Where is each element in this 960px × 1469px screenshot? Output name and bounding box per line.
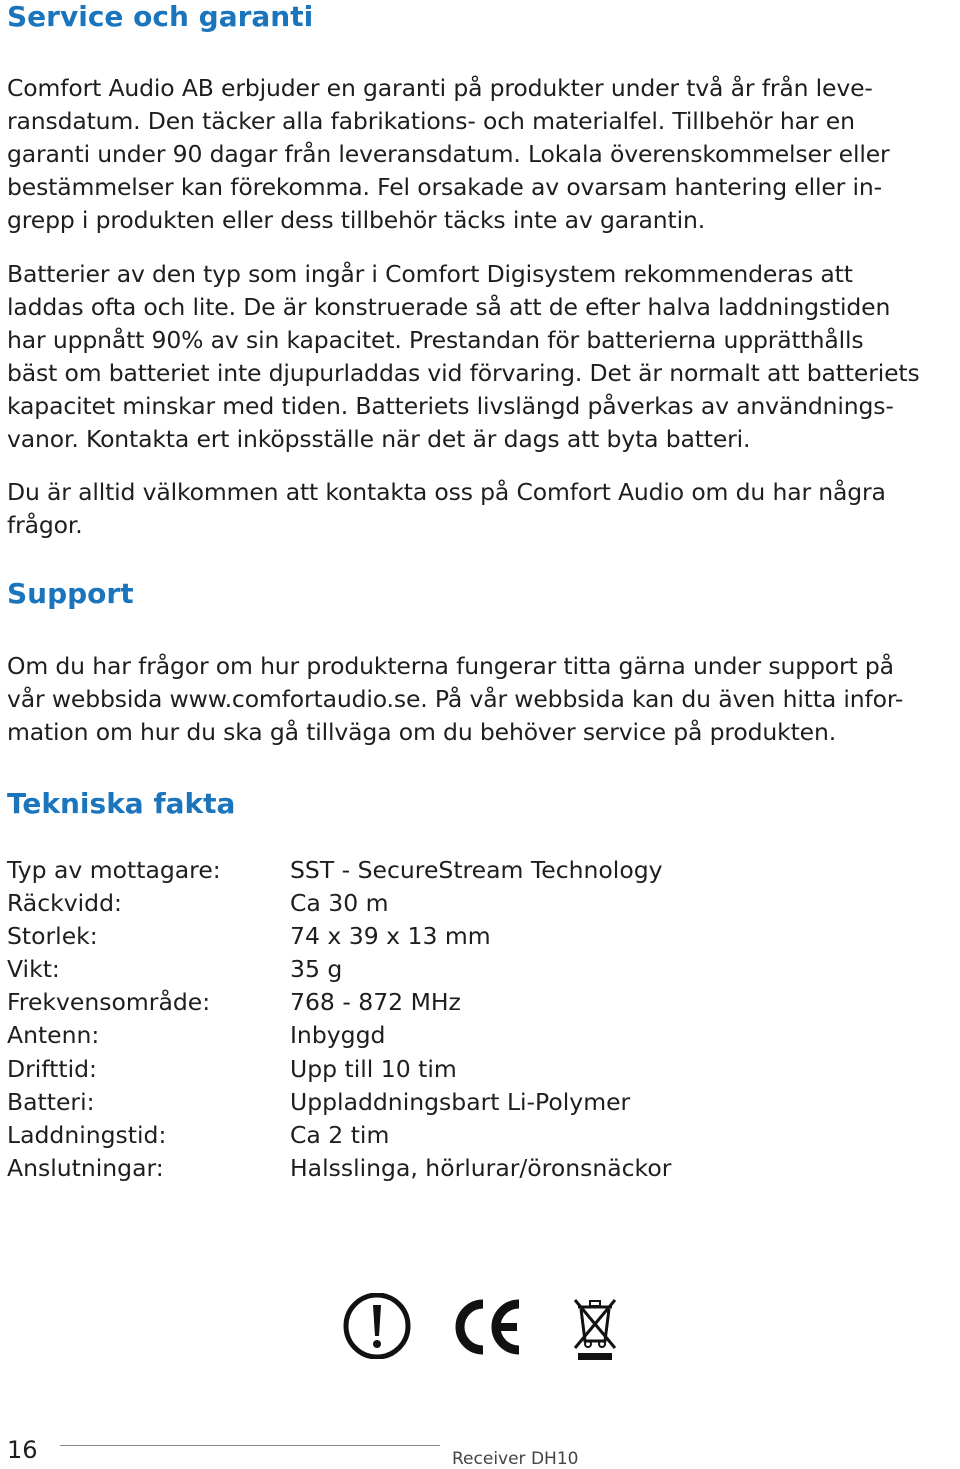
text-line: grepp i produkten eller dess tillbehör täcks inte av garantin. [7, 206, 706, 235]
spec-label: Typ av mottagare: [7, 856, 221, 884]
paragraph-warranty [7, 72, 957, 237]
spec-value: 35 g [290, 955, 343, 984]
spec-label: Batteri: [7, 1087, 95, 1116]
compliance-symbols [340, 1293, 630, 1363]
spec-value: Halsslinga, hörlurar/öronsnäckor [290, 1153, 672, 1182]
spec-row [7, 953, 907, 986]
spec-label: Drifttid: [7, 1054, 97, 1083]
text-line: Batterier av den typ som ingår i Comfort Digisystem rekommenderas att [7, 260, 853, 288]
ce-mark-icon [453, 1299, 523, 1355]
weee-bin-icon [572, 1297, 618, 1361]
page-number: 16 [7, 1436, 38, 1464]
heading-support: Support [7, 577, 134, 610]
spec-table [7, 854, 907, 1185]
footer-product-name: Receiver DH10 [452, 1449, 579, 1469]
spec-row [7, 920, 907, 953]
text-line: Comfort Audio AB erbjuder en garanti på produkter under två år från leve- [7, 74, 873, 102]
spec-value: 768 - 872 MHz [290, 988, 461, 1017]
text-line: frågor. [7, 511, 83, 540]
spec-value: SST - SecureStream Technology [290, 856, 663, 884]
text-line: bestämmelser kan förekomma. Fel orsakade av ovarsam hantering eller in- [7, 173, 882, 202]
heading-tech: Tekniska fakta [7, 787, 236, 820]
spec-value: Ca 2 tim [290, 1120, 390, 1149]
spec-row [7, 1119, 907, 1152]
spec-row [7, 986, 907, 1019]
spec-row [7, 1086, 907, 1119]
spec-row [7, 887, 907, 920]
spec-label: Antenn: [7, 1021, 100, 1050]
spec-value: Ca 30 m [290, 889, 389, 918]
paragraph-support [7, 650, 957, 749]
text-line: mation om hur du ska gå tillväga om du behöver service på produkten. [7, 718, 837, 747]
paragraph-contact [7, 476, 957, 542]
spec-label: Laddningstid: [7, 1120, 167, 1149]
spec-label: Räckvidd: [7, 889, 122, 918]
text-line: garanti under 90 dagar från leveransdatum. Lokala överenskommelser eller [7, 140, 890, 169]
spec-value: Inbyggd [290, 1021, 386, 1050]
text-line: vanor. Kontakta ert inköpsställe när det är dags att byta batteri. [7, 425, 751, 454]
warning-icon [340, 1293, 414, 1359]
footer-divider [60, 1445, 440, 1446]
text-line: kapacitet minskar med tiden. Batteriets livslängd påverkas av användnings- [7, 392, 894, 421]
heading-service: Service och garanti [7, 0, 314, 33]
spec-label: Vikt: [7, 955, 60, 984]
spec-label: Anslutningar: [7, 1153, 164, 1182]
spec-row [7, 1019, 907, 1052]
paragraph-batteries [7, 258, 957, 457]
text-line: vår webbsida www.comfortaudio.se. På vår webbsida kan du även hitta infor- [7, 685, 904, 714]
spec-label: Frekvensområde: [7, 988, 211, 1017]
spec-label: Storlek: [7, 922, 98, 951]
spec-value: Uppladdningsbart Li-Polymer [290, 1087, 631, 1116]
spec-row [7, 854, 907, 887]
text-line: laddas ofta och lite. De är konstruerade så att de efter halva laddningstiden [7, 293, 891, 322]
text-line: bäst om batteriet inte djupurladdas vid förvaring. Det är normalt att batteriets [7, 359, 920, 388]
text-line: ransdatum. Den täcker alla fabrikations- och materialfel. Tillbehör har en [7, 107, 855, 136]
spec-value: 74 x 39 x 13 mm [290, 922, 491, 951]
spec-row [7, 1152, 907, 1185]
spec-row [7, 1053, 907, 1086]
text-line: Om du har frågor om hur produkterna fungerar titta gärna under support på [7, 652, 894, 680]
text-line: Du är alltid välkommen att kontakta oss på Comfort Audio om du har några [7, 478, 886, 506]
text-line: har uppnått 90% av sin kapacitet. Prestandan för batterierna upprätthålls [7, 326, 864, 355]
spec-value: Upp till 10 tim [290, 1054, 457, 1083]
